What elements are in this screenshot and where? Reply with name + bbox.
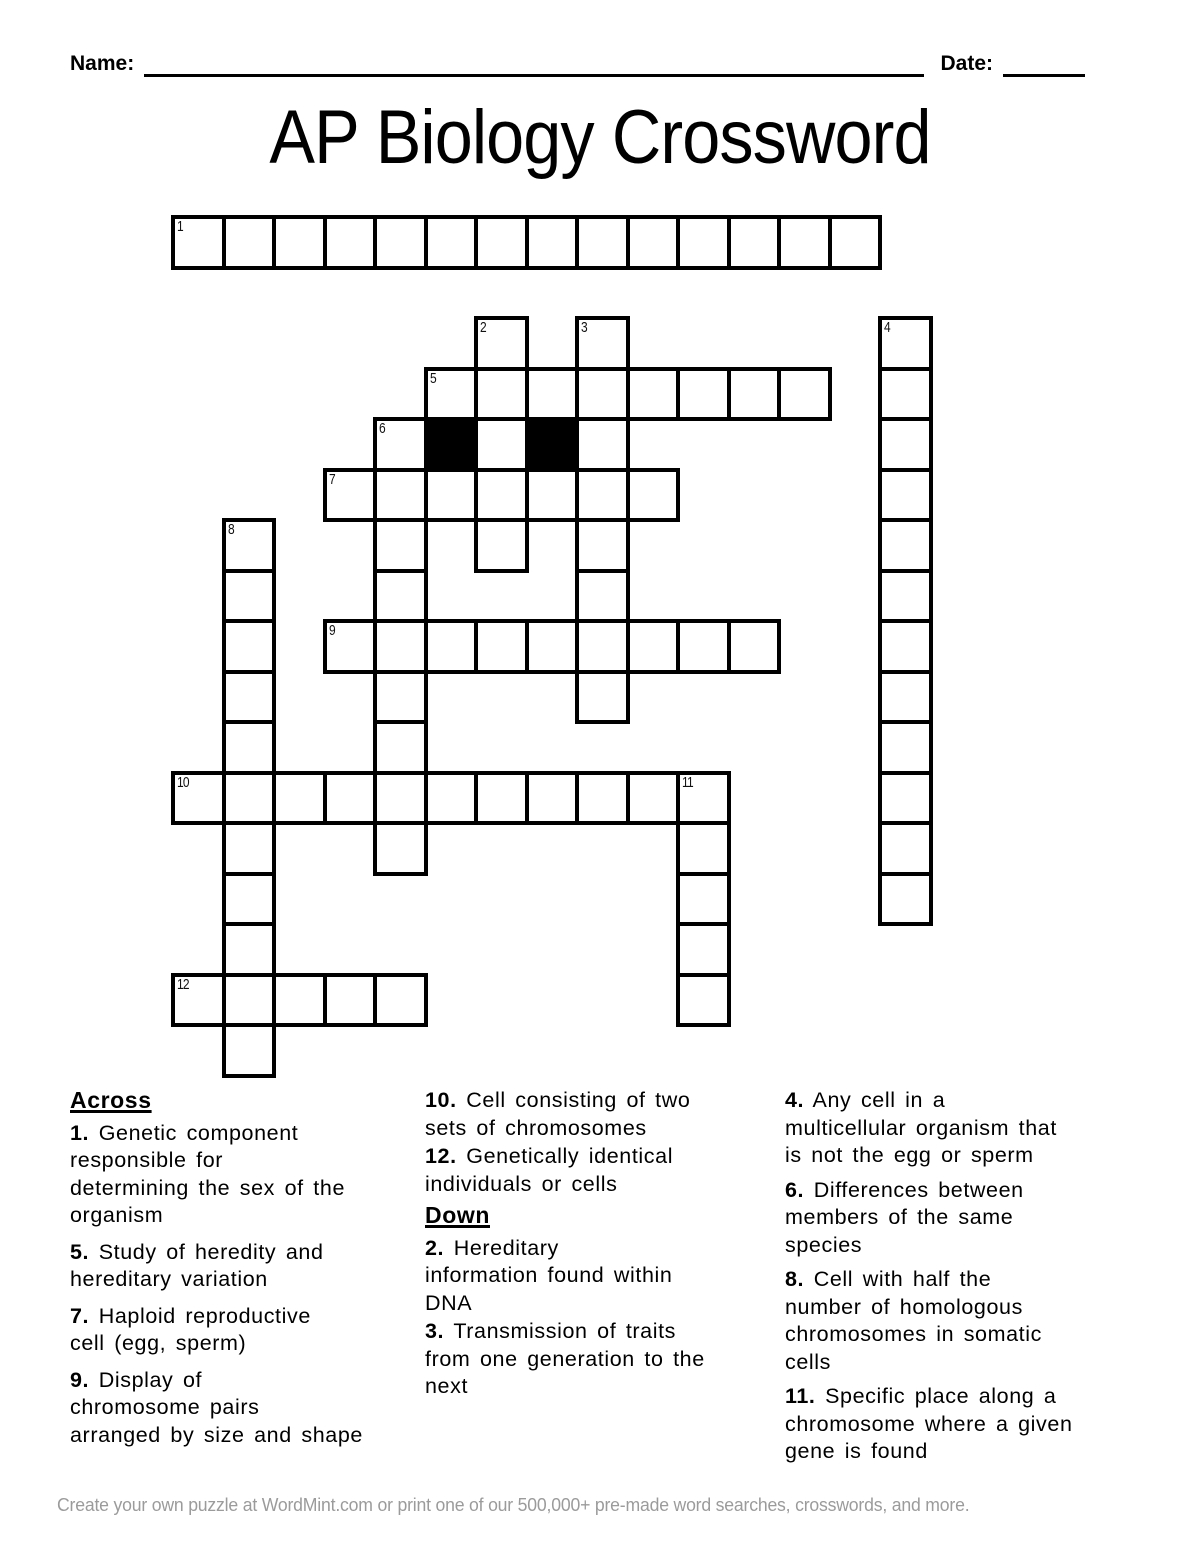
clue-line: species bbox=[785, 1232, 863, 1257]
clue-line: next bbox=[425, 1374, 469, 1398]
grid-cell[interactable] bbox=[171, 771, 226, 826]
grid-cell[interactable] bbox=[575, 569, 630, 624]
clue-line: 3. Transmission of traits bbox=[425, 1319, 677, 1343]
clue-number: 11. bbox=[785, 1384, 816, 1408]
grid-cell[interactable] bbox=[727, 367, 782, 422]
footer-text: Create your own puzzle at WordMint.com or print one of our 500,000+ pre-made word searches, crosswords, and more. bbox=[57, 1495, 970, 1515]
grid-cell-number: 3 bbox=[581, 319, 587, 336]
grid-cell[interactable] bbox=[676, 367, 731, 422]
clue-number: 2. bbox=[425, 1235, 445, 1260]
grid-cell-number: 10 bbox=[177, 773, 189, 791]
grid-cell[interactable] bbox=[373, 821, 428, 876]
grid-cell[interactable] bbox=[222, 771, 277, 826]
grid-cell[interactable] bbox=[222, 720, 277, 775]
clue-column-2 bbox=[425, 1087, 785, 1402]
grid-cell[interactable] bbox=[525, 771, 580, 826]
grid-cell[interactable] bbox=[474, 518, 529, 573]
grid-cell[interactable] bbox=[323, 771, 378, 826]
clue-line: 8. Cell with half the bbox=[785, 1267, 992, 1291]
clue-7 bbox=[70, 1303, 430, 1358]
clue-column-1 bbox=[70, 1087, 430, 1458]
grid-cell[interactable] bbox=[272, 215, 327, 270]
grid-cell[interactable] bbox=[676, 973, 731, 1028]
grid-cell-number: 12 bbox=[177, 975, 189, 993]
grid-cell[interactable] bbox=[171, 215, 226, 270]
clue-3 bbox=[425, 1318, 785, 1401]
clue-line: DNA bbox=[425, 1290, 473, 1315]
clue-line: number of homologous bbox=[785, 1294, 1023, 1319]
clue-line: from one generation to the bbox=[425, 1346, 705, 1371]
grid-cell[interactable] bbox=[828, 215, 883, 270]
grid-cell[interactable] bbox=[878, 367, 933, 422]
grid-cell[interactable] bbox=[626, 468, 681, 523]
clue-line: members of the same bbox=[785, 1205, 1014, 1229]
clue-line: individuals or cells bbox=[425, 1171, 618, 1196]
clue-number: 1. bbox=[70, 1120, 90, 1145]
grid-cell[interactable] bbox=[777, 215, 832, 270]
grid-cell[interactable] bbox=[474, 367, 529, 422]
grid-cell[interactable] bbox=[878, 619, 933, 674]
grid-cell[interactable] bbox=[424, 468, 479, 523]
grid-cell[interactable] bbox=[373, 619, 428, 674]
grid-cell[interactable] bbox=[676, 619, 731, 674]
grid-cell[interactable] bbox=[575, 468, 630, 523]
grid-cell[interactable] bbox=[474, 771, 529, 826]
grid-cell[interactable] bbox=[323, 468, 378, 523]
grid-cell[interactable] bbox=[878, 771, 933, 826]
clue-6 bbox=[785, 1177, 1137, 1260]
grid-cell[interactable] bbox=[878, 468, 933, 523]
grid-cell[interactable] bbox=[474, 468, 529, 523]
grid-cell[interactable] bbox=[222, 872, 277, 927]
grid-cell[interactable] bbox=[373, 720, 428, 775]
clue-line: chromosomes in somatic bbox=[785, 1322, 1042, 1346]
grid-cell[interactable] bbox=[222, 518, 277, 573]
grid-cell[interactable] bbox=[676, 922, 731, 977]
clue-line: 5. Study of heredity and bbox=[70, 1239, 324, 1264]
grid-cell[interactable] bbox=[171, 973, 226, 1028]
clue-line: 6. Differences between bbox=[785, 1177, 1024, 1202]
clue-line: information found within bbox=[425, 1263, 673, 1287]
grid-cell[interactable] bbox=[878, 518, 933, 573]
clues-across-heading: Across bbox=[70, 1087, 152, 1113]
grid-cell[interactable] bbox=[878, 417, 933, 472]
grid-cell[interactable] bbox=[626, 367, 681, 422]
clue-8 bbox=[785, 1266, 1137, 1376]
grid-cell[interactable] bbox=[626, 771, 681, 826]
grid-cell[interactable] bbox=[525, 215, 580, 270]
grid-cell[interactable] bbox=[424, 771, 479, 826]
clue-number: 8. bbox=[785, 1267, 805, 1291]
grid-cell-number: 11 bbox=[682, 773, 693, 791]
name-blank-line[interactable] bbox=[144, 50, 924, 77]
clue-line: cells bbox=[785, 1349, 832, 1374]
grid-cell[interactable] bbox=[676, 215, 731, 270]
grid-cell[interactable] bbox=[373, 670, 428, 725]
grid-cell[interactable] bbox=[575, 316, 630, 371]
clue-column-3 bbox=[785, 1087, 1137, 1473]
grid-cell[interactable] bbox=[474, 215, 529, 270]
grid-cell-number: 9 bbox=[328, 622, 335, 639]
grid-cell[interactable] bbox=[222, 922, 277, 977]
grid-cell-number: 5 bbox=[429, 369, 436, 387]
grid-cell-number: 6 bbox=[379, 420, 385, 437]
grid-cell-number: 1 bbox=[177, 218, 183, 235]
grid-cell-number: 4 bbox=[884, 319, 890, 336]
clue-number: 10. bbox=[425, 1088, 457, 1112]
date-blank-line[interactable] bbox=[1003, 50, 1085, 77]
clue-line: 4. Any cell in a bbox=[785, 1088, 946, 1112]
grid-cell[interactable] bbox=[878, 872, 933, 927]
clue-number: 6. bbox=[785, 1177, 805, 1202]
clues-down-heading: Down bbox=[425, 1202, 490, 1228]
clue-line: 1. Genetic component bbox=[70, 1120, 299, 1145]
grid-cell[interactable] bbox=[626, 215, 681, 270]
clue-line: is not the egg or sperm bbox=[785, 1143, 1034, 1167]
clue-number: 12. bbox=[425, 1144, 457, 1168]
grid-cell[interactable] bbox=[373, 417, 428, 472]
clue-line: 12. Genetically identical bbox=[425, 1144, 674, 1168]
clue-line: hereditary variation bbox=[70, 1267, 268, 1291]
clue-line: sets of chromosomes bbox=[425, 1115, 647, 1140]
grid-cell[interactable] bbox=[222, 215, 277, 270]
grid-cell[interactable] bbox=[676, 821, 731, 876]
grid-cell[interactable] bbox=[575, 670, 630, 725]
name-label: Name: bbox=[70, 52, 135, 75]
clue-line: gene is found bbox=[785, 1439, 928, 1463]
grid-cell[interactable] bbox=[323, 973, 378, 1028]
grid-cell[interactable] bbox=[272, 973, 327, 1028]
grid-cell[interactable] bbox=[575, 417, 630, 472]
grid-cell[interactable] bbox=[424, 619, 479, 674]
clue-4 bbox=[785, 1087, 1137, 1170]
clue-line: organism bbox=[70, 1203, 164, 1227]
grid-cell[interactable] bbox=[575, 518, 630, 573]
grid-cell[interactable] bbox=[727, 619, 782, 674]
clue-number: 4. bbox=[785, 1088, 805, 1112]
clue-line: 11. Specific place along a bbox=[785, 1384, 1057, 1408]
grid-cell-number: 7 bbox=[328, 470, 335, 488]
grid-cell[interactable] bbox=[373, 468, 428, 523]
grid-cell[interactable] bbox=[474, 316, 529, 371]
clue-line: arranged by size and shape bbox=[70, 1422, 363, 1447]
grid-cell[interactable] bbox=[474, 417, 529, 472]
grid-cell-number: 8 bbox=[227, 521, 234, 538]
clue-line: multicellular organism that bbox=[785, 1115, 1057, 1140]
grid-cell[interactable] bbox=[575, 215, 630, 270]
clue-5 bbox=[70, 1239, 430, 1294]
clue-line: determining the sex of the bbox=[70, 1175, 345, 1200]
clue-line: 7. Haploid reproductive bbox=[70, 1303, 311, 1328]
grid-cell[interactable] bbox=[878, 821, 933, 876]
crossword-grid bbox=[171, 215, 933, 1078]
grid-cell[interactable] bbox=[676, 771, 731, 826]
grid-cell[interactable] bbox=[525, 468, 580, 523]
clue-line: cell (egg, sperm) bbox=[70, 1331, 247, 1355]
clue-line: 2. Hereditary bbox=[425, 1235, 559, 1260]
date-label: Date: bbox=[940, 52, 993, 75]
grid-cell[interactable] bbox=[373, 771, 428, 826]
grid-cell[interactable] bbox=[525, 367, 580, 422]
grid-cell[interactable] bbox=[727, 215, 782, 270]
clue-11 bbox=[785, 1383, 1137, 1466]
grid-cell[interactable] bbox=[373, 215, 428, 270]
grid-cell[interactable] bbox=[222, 821, 277, 876]
grid-cell[interactable] bbox=[222, 973, 277, 1028]
grid-cell[interactable] bbox=[676, 872, 731, 927]
clue-line: chromosome pairs bbox=[70, 1395, 260, 1419]
grid-cell[interactable] bbox=[575, 367, 630, 422]
grid-cell[interactable] bbox=[373, 569, 428, 624]
grid-cell-black bbox=[525, 417, 580, 472]
grid-cell[interactable] bbox=[575, 771, 630, 826]
grid-cell-black bbox=[424, 417, 479, 472]
grid-cell[interactable] bbox=[222, 569, 277, 624]
grid-cell[interactable] bbox=[626, 619, 681, 674]
grid-cell[interactable] bbox=[878, 316, 933, 371]
grid-cell[interactable] bbox=[272, 771, 327, 826]
grid-cell[interactable] bbox=[323, 215, 378, 270]
grid-cell[interactable] bbox=[878, 569, 933, 624]
clue-9 bbox=[70, 1367, 430, 1450]
clue-line: 10. Cell consisting of two bbox=[425, 1088, 691, 1112]
clue-12 bbox=[425, 1143, 785, 1198]
clue-1 bbox=[70, 1120, 430, 1230]
grid-cell[interactable] bbox=[878, 670, 933, 725]
grid-cell[interactable] bbox=[878, 720, 933, 775]
grid-cell[interactable] bbox=[424, 367, 479, 422]
grid-cell[interactable] bbox=[323, 619, 378, 674]
grid-cell-number: 2 bbox=[480, 319, 486, 336]
name-date-row bbox=[70, 50, 1085, 77]
clue-line: chromosome where a given bbox=[785, 1411, 1073, 1436]
clue-2 bbox=[425, 1235, 785, 1318]
grid-cell[interactable] bbox=[222, 670, 277, 725]
clue-number: 7. bbox=[70, 1303, 90, 1328]
grid-cell[interactable] bbox=[222, 619, 277, 674]
grid-cell[interactable] bbox=[777, 367, 832, 422]
clue-line: responsible for bbox=[70, 1148, 224, 1172]
grid-cell[interactable] bbox=[373, 973, 428, 1028]
page-title: AP Biology Crossword bbox=[269, 95, 931, 180]
grid-cell[interactable] bbox=[424, 215, 479, 270]
grid-cell[interactable] bbox=[373, 518, 428, 573]
clue-number: 5. bbox=[70, 1239, 90, 1264]
grid-cell[interactable] bbox=[222, 1023, 277, 1078]
clue-number: 3. bbox=[425, 1319, 445, 1343]
clue-line: 9. Display of bbox=[70, 1367, 203, 1392]
clue-10 bbox=[425, 1087, 785, 1142]
clue-number: 9. bbox=[70, 1367, 90, 1392]
grid-cell[interactable] bbox=[474, 619, 529, 674]
grid-cell[interactable] bbox=[525, 619, 580, 674]
grid-cell[interactable] bbox=[575, 619, 630, 674]
